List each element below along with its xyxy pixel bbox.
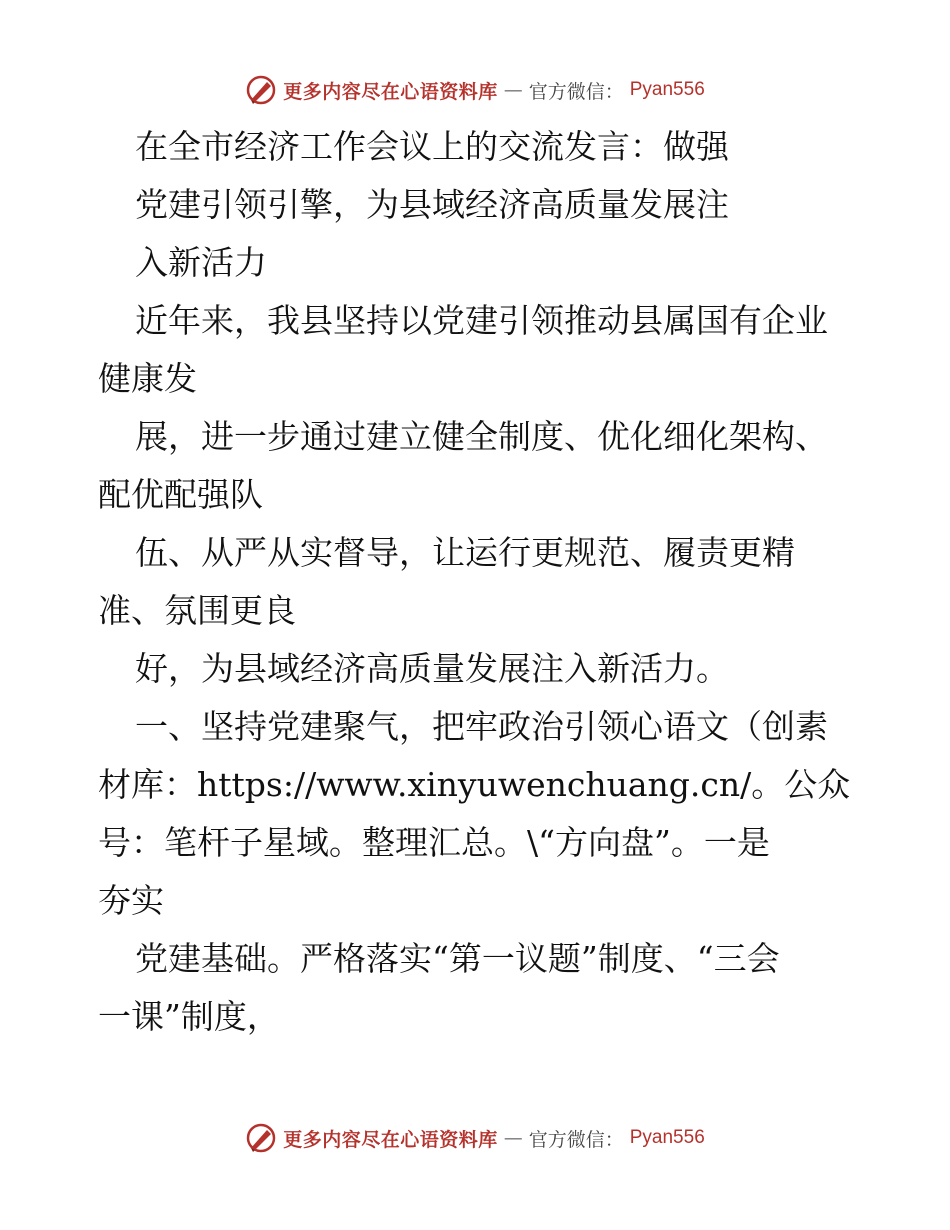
- title-line: 入新活力: [135, 243, 267, 282]
- title-line: 在全市经济工作会议上的交流发言：做强: [135, 127, 729, 166]
- footer-banner: [0, 1118, 950, 1158]
- paragraph-line: 健康发: [98, 359, 197, 398]
- paragraph-line: 材库：https://www.xinyuwenchuang.cn/。公众: [98, 765, 851, 804]
- banner-dash: —: [503, 1127, 523, 1149]
- paragraph-line: 党建基础。严格落实“第一议题”制度、“三会: [135, 939, 780, 978]
- banner-dash: —: [503, 79, 523, 101]
- paragraph-line: 伍、从严从实督导，让运行更规范、履责更精: [135, 533, 795, 572]
- paragraph-line: 近年来，我县坚持以党建引领推动县属国有企业: [135, 301, 828, 340]
- banner-slogan: 更多内容尽在心语资料库: [283, 80, 498, 103]
- paragraph-line: 一、坚持党建聚气，把牢政治引领心语文（创素: [135, 707, 828, 746]
- banner-slogan: 更多内容尽在心语资料库: [283, 1128, 498, 1151]
- paragraph-line: 夯实: [98, 881, 164, 920]
- banner-wechat-id: Pyan556: [629, 79, 705, 100]
- pen-logo-icon: [245, 1122, 277, 1154]
- banner-wechat-label: 官方微信：: [528, 80, 624, 103]
- banner-wechat-id: Pyan556: [629, 1127, 705, 1148]
- paragraph-line: 准、氛围更良: [98, 591, 296, 630]
- paragraph-line: 一课”制度，: [98, 997, 280, 1036]
- paragraph-line: 配优配强队: [98, 475, 263, 514]
- paragraph-line: 展，进一步通过建立健全制度、优化细化架构、: [135, 417, 828, 456]
- title-line: 党建引领引擎，为县域经济高质量发展注: [135, 185, 729, 224]
- header-banner: [0, 70, 950, 110]
- paragraph-line: 好，为县域经济高质量发展注入新活力。: [135, 649, 729, 688]
- paragraph-line: 号：笔杆子星域。整理汇总。\“方向盘”。一是: [98, 823, 770, 862]
- banner-wechat-label: 官方微信：: [528, 1128, 624, 1151]
- document-body: [98, 118, 868, 1046]
- pen-logo-icon: [245, 74, 277, 106]
